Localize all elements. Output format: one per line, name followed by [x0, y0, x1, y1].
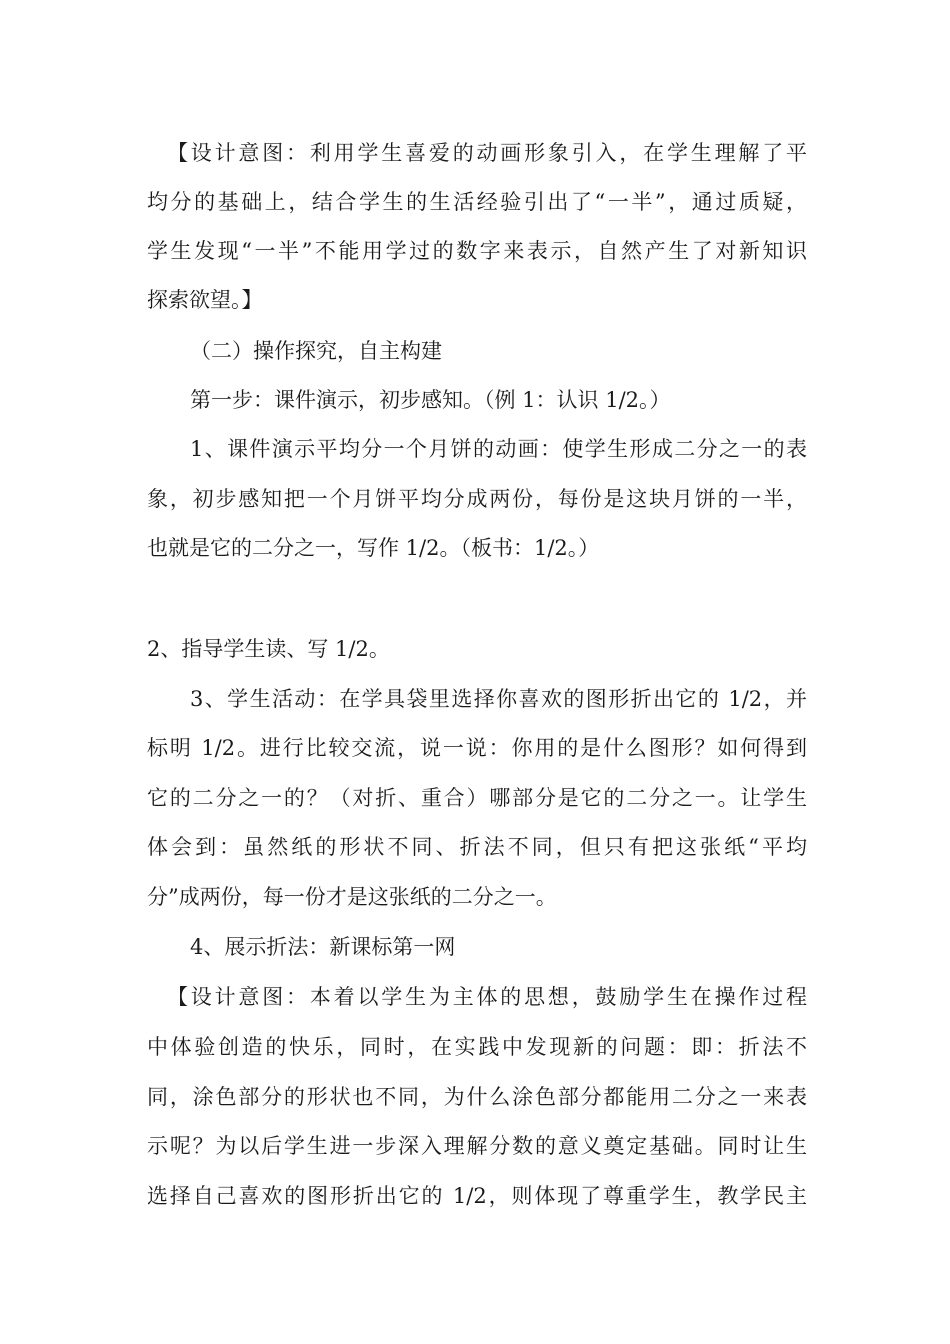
item-4-line: 4、展示折法：新课标第一网: [190, 935, 456, 959]
item-3-line-2: 标明 1/2。进行比较交流，说一说：你用的是什么图形？如何得到: [147, 736, 807, 760]
design-intent-1-line-1: 【设计意图：利用学生喜爱的动画形象引入，在学生理解了平: [167, 141, 807, 165]
design-intent-2-line-1: 【设计意图：本着以学生为主体的思想，鼓励学生在操作过程: [167, 985, 807, 1009]
item-2-line: 2、指导学生读、写 1/2。: [147, 637, 390, 661]
item-3-line-1: 3、学生活动：在学具袋里选择你喜欢的图形折出它的 1/2，并: [190, 687, 807, 711]
item-3-line-5: 分”成两份，每一份才是这张纸的二分之一。: [147, 885, 557, 909]
item-1-line-3: 也就是它的二分之一，写作 1/2。（板书：1/2。）: [147, 536, 600, 560]
item-3-line-3: 它的二分之一的？（对折、重合）哪部分是它的二分之一。让学生: [147, 786, 807, 810]
design-intent-2-line-5: 选择自己喜欢的图形折出它的 1/2，则体现了尊重学生，教学民主: [147, 1184, 807, 1208]
design-intent-2-line-4: 示呢？为以后学生进一步深入理解分数的意义奠定基础。同时让生: [147, 1134, 807, 1158]
design-intent-1-line-4: 探索欲望。】: [147, 288, 263, 312]
section-heading: （二）操作探究，自主构建: [190, 339, 442, 363]
design-intent-1-line-2: 均分的基础上，结合学生的生活经验引出了“一半”，通过质疑，: [147, 190, 807, 214]
design-intent-2-line-2: 中体验创造的快乐，同时，在实践中发现新的问题：即：折法不: [147, 1035, 807, 1059]
item-3-line-4: 体会到：虽然纸的形状不同、折法不同，但只有把这张纸“平均: [147, 835, 807, 859]
item-1-line-1: 1、课件演示平均分一个月饼的动画：使学生形成二分之一的表: [190, 437, 807, 461]
item-1-line-2: 象，初步感知把一个月饼平均分成两份，每份是这块月饼的一半，: [147, 487, 807, 511]
step-one-heading: 第一步：课件演示，初步感知。（例 1：认识 1/2。）: [190, 388, 671, 412]
design-intent-2-line-3: 同，涂色部分的形状也不同，为什么涂色部分都能用二分之一来表: [147, 1085, 807, 1109]
design-intent-1-line-3: 学生发现“一半”不能用学过的数字来表示，自然产生了对新知识: [147, 239, 807, 263]
